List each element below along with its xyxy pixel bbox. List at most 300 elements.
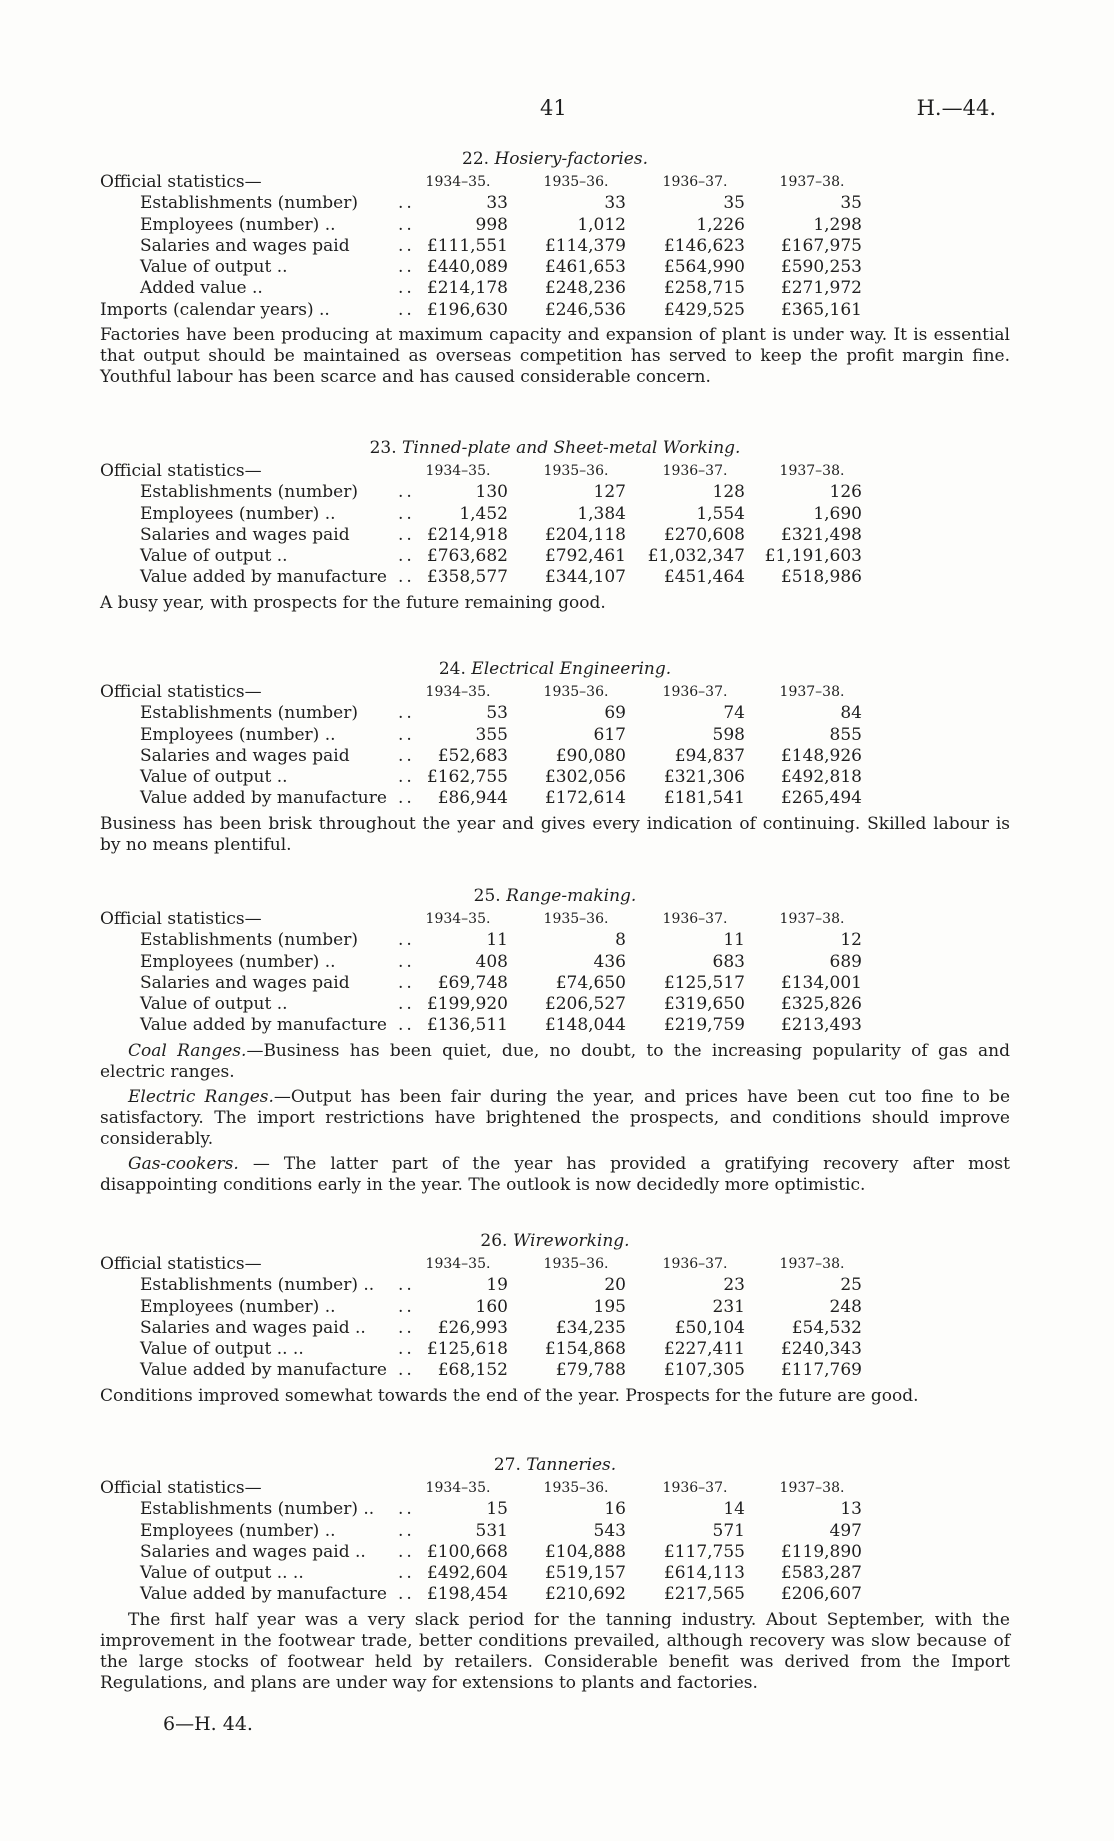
leader-dots: .. (398, 278, 415, 299)
table-header-row (100, 1254, 1010, 1275)
table-cell: 571 (712, 1520, 745, 1541)
table-row (100, 1360, 1010, 1381)
table-cell: 531 (475, 1520, 508, 1541)
table-header-row (100, 461, 1010, 482)
row-label: Value added by manufacture (140, 1360, 387, 1381)
year-column-header: 1934–35. (425, 463, 491, 479)
table-row (100, 1499, 1010, 1520)
commentary-paragraph (100, 1087, 1010, 1150)
row-label: Employees (number) .. (140, 1296, 336, 1317)
leader-dots: .. (398, 1296, 415, 1317)
table-cell: £321,306 (663, 767, 745, 788)
table-cell: 25 (840, 1275, 862, 1296)
table-cell: 84 (840, 703, 862, 724)
table-cell: £792,461 (544, 546, 626, 567)
year-column-header: 1934–35. (425, 911, 491, 927)
table-row (100, 482, 1010, 503)
leader-dots: .. (398, 214, 415, 235)
section-24 (100, 658, 1010, 856)
table-cell: £148,044 (544, 1015, 626, 1036)
section-title (100, 1230, 1010, 1252)
table-cell: 8 (615, 930, 626, 951)
leader-dots: .. (398, 503, 415, 524)
table-cell: £258,715 (663, 278, 745, 299)
table-cell: £86,944 (437, 788, 508, 809)
table-header-row (100, 1478, 1010, 1499)
year-column-header: 1937–38. (779, 1480, 845, 1496)
table-cell: £181,541 (663, 788, 745, 809)
year-column-header: 1934–35. (425, 174, 491, 190)
leader-dots: .. (398, 1275, 415, 1296)
table-cell: £217,565 (663, 1584, 745, 1605)
table-cell: £302,056 (544, 767, 626, 788)
year-column-header: 1936–37. (662, 1256, 728, 1272)
table-cell: 497 (829, 1520, 862, 1541)
table-row (100, 567, 1010, 588)
table-cell: £50,104 (674, 1317, 745, 1338)
table-cell: £461,653 (544, 257, 626, 278)
table-cell: 15 (486, 1499, 508, 1520)
table-cell: £246,536 (544, 299, 626, 320)
table-cell: 23 (723, 1275, 745, 1296)
section-number: 26. (480, 1231, 508, 1251)
table-row (100, 788, 1010, 809)
table-row (100, 973, 1010, 994)
table-cell: £219,759 (663, 1015, 745, 1036)
section-25 (100, 885, 1010, 1196)
table-row (100, 300, 1010, 321)
table-cell: £199,920 (426, 994, 508, 1015)
table-cell: £227,411 (663, 1339, 745, 1360)
table-cell: 14 (723, 1499, 745, 1520)
table-cell: 408 (475, 951, 508, 972)
paragraph-text: A busy year, with prospects for the future remaining good. (100, 592, 606, 613)
paragraph-text: — The latter part of the year has provided a gratifying recovery after most disappointing conditions early in the year. The outlook is now decidedly more optimistic. (100, 1153, 1010, 1195)
table-cell: 855 (829, 724, 862, 745)
leader-dots: .. (398, 951, 415, 972)
paragraph-text: Factories have been producing at maximum capacity and expansion of plant is under way. It is essential that output should be maintained as overseas competition has served to keep the profit margin fine. Youthful labour has been scarce and has caused considerable concern. (100, 325, 1010, 388)
table-cell: 598 (712, 724, 745, 745)
table-cell: 160 (475, 1296, 508, 1317)
leader-dots: .. (398, 546, 415, 567)
table-cell: £26,993 (437, 1317, 508, 1338)
leader-dots: .. (398, 1015, 415, 1036)
table-cell: 20 (604, 1275, 626, 1296)
section-title-text: Tinned-plate and Sheet-metal Working. (402, 438, 741, 458)
table-row (100, 703, 1010, 724)
table-row (100, 1275, 1010, 1296)
section-title (100, 658, 1010, 680)
leader-dots: .. (398, 745, 415, 766)
section-number: 25. (473, 886, 501, 906)
table-cell: £167,975 (780, 235, 862, 256)
table-cell: £365,161 (780, 299, 862, 320)
row-label: Value of output .. (140, 767, 288, 788)
table-cell: £79,788 (555, 1360, 626, 1381)
row-label: Added value .. (140, 278, 263, 299)
year-column-header: 1937–38. (779, 174, 845, 190)
section-title-text: Wireworking. (512, 1231, 630, 1251)
commentary-paragraph (100, 1610, 1010, 1694)
table-cell: £117,769 (780, 1360, 862, 1381)
table-cell: £90,080 (555, 745, 626, 766)
table-intro-label: Official statistics— (100, 1254, 262, 1274)
table-cell: 355 (475, 724, 508, 745)
table-cell: £107,305 (663, 1360, 745, 1381)
year-column-header: 1935–36. (543, 684, 609, 700)
paragraph-text: The first half year was a very slack period for the tanning industry. About September, with the improvement in the footwear trade, better conditions prevailed, although recovery was slow because of the large stocks of footwear held by retailers. Considerable benefit was derived from the Import Regulations, and plans are under way for extensions to plants and factories. (100, 1609, 1010, 1693)
section-title (100, 148, 1010, 170)
table-cell: £214,178 (426, 278, 508, 299)
commentary-paragraph (100, 325, 1010, 388)
table-cell: 1,298 (813, 214, 862, 235)
row-label: Employees (number) .. (140, 503, 336, 524)
year-column-header: 1937–38. (779, 911, 845, 927)
table-row (100, 1297, 1010, 1318)
table-cell: £248,236 (544, 278, 626, 299)
table-cell: 11 (486, 930, 508, 951)
commentary-paragraph (100, 1041, 1010, 1083)
year-column-header: 1934–35. (425, 1256, 491, 1272)
page-number: 41 (540, 96, 567, 120)
commentary-paragraph (100, 593, 1010, 614)
table-row (100, 952, 1010, 973)
table-cell: £519,157 (544, 1563, 626, 1584)
table-header-row (100, 172, 1010, 193)
table-cell: 53 (486, 703, 508, 724)
table-row (100, 1521, 1010, 1542)
row-label: Value added by manufacture (140, 1584, 387, 1605)
row-label: Salaries and wages paid (140, 972, 350, 993)
paragraph-text: —Output has been fair during the year, and prices have been cut too fine to be satisfactory. The import restrictions have brightened the prospects, and conditions should improve considerably. (100, 1086, 1010, 1149)
table-cell: £162,755 (426, 767, 508, 788)
paragraph-lead: Gas-cookers. (128, 1153, 239, 1174)
table-row (100, 725, 1010, 746)
section-title-text: Hosiery-factories. (494, 149, 648, 169)
year-column-header: 1936–37. (662, 463, 728, 479)
section-title (100, 885, 1010, 907)
section-23 (100, 437, 1010, 614)
leader-dots: .. (398, 972, 415, 993)
row-label: Value of output .. .. (140, 1339, 304, 1360)
table-cell: £206,607 (780, 1584, 862, 1605)
table-cell: £492,818 (780, 767, 862, 788)
leader-dots: .. (398, 1360, 415, 1381)
row-label: Value added by manufacture (140, 788, 387, 809)
table-cell: £34,235 (555, 1317, 626, 1338)
leader-dots: .. (398, 994, 415, 1015)
year-column-header: 1936–37. (662, 911, 728, 927)
table-row (100, 746, 1010, 767)
table-cell: £210,692 (544, 1584, 626, 1605)
table-row (100, 278, 1010, 299)
table-row (100, 525, 1010, 546)
section-title-text: Electrical Engineering. (471, 659, 672, 679)
year-column-header: 1935–36. (543, 463, 609, 479)
year-column-header: 1936–37. (662, 684, 728, 700)
table-row (100, 1584, 1010, 1605)
leader-dots: .. (398, 724, 415, 745)
section-title (100, 1454, 1010, 1476)
table-intro-label: Official statistics— (100, 1478, 262, 1498)
table-cell: £74,650 (555, 972, 626, 993)
section-number: 24. (438, 659, 466, 679)
leader-dots: .. (398, 1520, 415, 1541)
table-row (100, 767, 1010, 788)
table-cell: 11 (723, 930, 745, 951)
section-number: 27. (493, 1455, 521, 1475)
year-column-header: 1937–38. (779, 463, 845, 479)
table-cell: 683 (712, 951, 745, 972)
leader-dots: .. (398, 1541, 415, 1562)
row-label: Establishments (number) (140, 703, 358, 724)
row-label: Establishments (number) .. (140, 1275, 375, 1296)
table-cell: £614,113 (663, 1563, 745, 1584)
table-row (100, 546, 1010, 567)
table-cell: £100,668 (426, 1541, 508, 1562)
table-cell: £172,614 (544, 788, 626, 809)
year-column-header: 1937–38. (779, 1256, 845, 1272)
table-cell: £54,532 (791, 1317, 862, 1338)
table-cell: 33 (604, 193, 626, 214)
year-column-header: 1936–37. (662, 174, 728, 190)
table-cell: 74 (723, 703, 745, 724)
table-cell: £270,608 (663, 524, 745, 545)
table-intro-label: Official statistics— (100, 172, 262, 192)
row-label: Imports (calendar years) .. (100, 299, 330, 320)
table-cell: £136,511 (426, 1015, 508, 1036)
table-cell: £146,623 (663, 235, 745, 256)
row-label: Salaries and wages paid (140, 745, 350, 766)
table-cell: £198,454 (426, 1584, 508, 1605)
table-cell: 69 (604, 703, 626, 724)
leader-dots: .. (398, 930, 415, 951)
leader-dots: .. (398, 1499, 415, 1520)
table-cell: 1,012 (577, 214, 626, 235)
table-cell: £206,527 (544, 994, 626, 1015)
table-cell: £213,493 (780, 1015, 862, 1036)
section-26 (100, 1230, 1010, 1407)
commentary-paragraph (100, 1154, 1010, 1196)
row-label: Establishments (number) (140, 482, 358, 503)
table-cell: £196,630 (426, 299, 508, 320)
table-cell: £134,001 (780, 972, 862, 993)
year-column-header: 1935–36. (543, 1256, 609, 1272)
leader-dots: .. (398, 524, 415, 545)
row-label: Employees (number) .. (140, 724, 336, 745)
table-cell: £590,253 (780, 257, 862, 278)
table-cell: £440,089 (426, 257, 508, 278)
row-label: Value of output .. (140, 257, 288, 278)
table-cell: £114,379 (544, 235, 626, 256)
table-intro-label: Official statistics— (100, 909, 262, 929)
table-cell: £451,464 (663, 567, 745, 588)
table-cell: £94,837 (674, 745, 745, 766)
paragraph-text: Conditions improved somewhat towards the end of the year. Prospects for the future are good. (100, 1385, 919, 1406)
table-cell: 689 (829, 951, 862, 972)
table-row (100, 930, 1010, 951)
table-cell: 1,226 (696, 214, 745, 235)
leader-dots: .. (398, 1563, 415, 1584)
table-cell: 1,554 (696, 503, 745, 524)
leader-dots: .. (398, 235, 415, 256)
table-cell: £154,868 (544, 1339, 626, 1360)
table-row (100, 257, 1010, 278)
year-column-header: 1934–35. (425, 684, 491, 700)
table-cell: £564,990 (663, 257, 745, 278)
table-cell: £1,191,603 (764, 546, 862, 567)
table-cell: £358,577 (426, 567, 508, 588)
table-cell: £271,972 (780, 278, 862, 299)
table-cell: £69,748 (437, 972, 508, 993)
table-cell: £492,604 (426, 1563, 508, 1584)
table-intro-label: Official statistics— (100, 461, 262, 481)
table-cell: 543 (593, 1520, 626, 1541)
table-cell: 126 (829, 482, 862, 503)
table-row (100, 236, 1010, 257)
table-cell: £68,152 (437, 1360, 508, 1381)
table-cell: 33 (486, 193, 508, 214)
row-label: Employees (number) .. (140, 1520, 336, 1541)
table-cell: £148,926 (780, 745, 862, 766)
paragraph-text: —Business has been quiet, due, no doubt, to the increasing popularity of gas and electric ranges. (100, 1040, 1010, 1082)
row-label: Salaries and wages paid (140, 524, 350, 545)
section-number: 22. (462, 149, 490, 169)
table-row (100, 504, 1010, 525)
table-row (100, 1339, 1010, 1360)
table-cell: 248 (829, 1296, 862, 1317)
table-cell: £119,890 (780, 1541, 862, 1562)
table-cell: 13 (840, 1499, 862, 1520)
row-label: Value of output .. (140, 546, 288, 567)
table-cell: 1,384 (577, 503, 626, 524)
table-cell: 130 (475, 482, 508, 503)
year-column-header: 1937–38. (779, 684, 845, 700)
year-column-header: 1935–36. (543, 911, 609, 927)
leader-dots: .. (398, 1339, 415, 1360)
table-cell: 436 (593, 951, 626, 972)
row-label: Value of output .. .. (140, 1563, 304, 1584)
table-cell: £321,498 (780, 524, 862, 545)
leader-dots: .. (398, 257, 415, 278)
table-cell: 617 (593, 724, 626, 745)
commentary-paragraph (100, 814, 1010, 856)
leader-dots: .. (398, 193, 415, 214)
table-header-row (100, 909, 1010, 930)
table-intro-label: Official statistics— (100, 682, 262, 702)
table-row (100, 193, 1010, 214)
leader-dots: .. (398, 703, 415, 724)
year-column-header: 1935–36. (543, 174, 609, 190)
year-column-header: 1935–36. (543, 1480, 609, 1496)
table-row (100, 1318, 1010, 1339)
table-cell: £111,551 (426, 235, 508, 256)
table-header-row (100, 682, 1010, 703)
table-cell: £240,343 (780, 1339, 862, 1360)
paragraph-lead: Electric Ranges. (128, 1086, 274, 1107)
paragraph-text: Business has been brisk throughout the year and gives every indication of continuing. Skilled labour is by no means plentiful. (100, 813, 1010, 855)
page-header (0, 96, 1114, 126)
table-cell: £52,683 (437, 745, 508, 766)
table-cell: £104,888 (544, 1541, 626, 1562)
table-cell: £1,032,347 (647, 546, 745, 567)
footer-signature: 6—H. 44. (163, 1713, 253, 1735)
table-cell: £763,682 (426, 546, 508, 567)
section-22 (100, 148, 1010, 388)
row-label: Employees (number) .. (140, 214, 336, 235)
table-cell: 16 (604, 1499, 626, 1520)
leader-dots: .. (398, 299, 415, 320)
section-title (100, 437, 1010, 459)
commentary-paragraph (100, 1386, 1010, 1407)
table-cell: £319,650 (663, 994, 745, 1015)
leader-dots: .. (398, 567, 415, 588)
section-27 (100, 1454, 1010, 1694)
row-label: Value added by manufacture (140, 1015, 387, 1036)
table-cell: 35 (723, 193, 745, 214)
table-cell: £204,118 (544, 524, 626, 545)
row-label: Salaries and wages paid (140, 235, 350, 256)
table-cell: 35 (840, 193, 862, 214)
leader-dots: .. (398, 767, 415, 788)
table-cell: 998 (475, 214, 508, 235)
table-cell: £117,755 (663, 1541, 745, 1562)
row-label: Establishments (number) (140, 930, 358, 951)
leader-dots: .. (398, 1317, 415, 1338)
table-cell: £125,517 (663, 972, 745, 993)
table-cell: £344,107 (544, 567, 626, 588)
table-cell: 1,452 (459, 503, 508, 524)
table-cell: 128 (712, 482, 745, 503)
row-label: Salaries and wages paid .. (140, 1317, 366, 1338)
year-column-header: 1934–35. (425, 1480, 491, 1496)
row-label: Employees (number) .. (140, 951, 336, 972)
table-cell: 127 (593, 482, 626, 503)
leader-dots: .. (398, 482, 415, 503)
row-label: Salaries and wages paid .. (140, 1541, 366, 1562)
leader-dots: .. (398, 788, 415, 809)
leader-dots: .. (398, 1584, 415, 1605)
table-row (100, 1563, 1010, 1584)
row-label: Value added by manufacture (140, 567, 387, 588)
section-title-text: Tanneries. (526, 1455, 617, 1475)
table-cell: 19 (486, 1275, 508, 1296)
table-cell: £214,918 (426, 524, 508, 545)
table-cell: 12 (840, 930, 862, 951)
paragraph-lead: Coal Ranges. (128, 1040, 247, 1061)
table-row (100, 994, 1010, 1015)
row-label: Establishments (number) (140, 193, 358, 214)
table-cell: 1,690 (813, 503, 862, 524)
table-cell: £518,986 (780, 567, 862, 588)
table-cell: 231 (712, 1296, 745, 1317)
table-cell: £429,525 (663, 299, 745, 320)
table-cell: £265,494 (780, 788, 862, 809)
table-row (100, 1015, 1010, 1036)
table-cell: 195 (593, 1296, 626, 1317)
section-title-text: Range-making. (506, 886, 637, 906)
table-cell: £325,826 (780, 994, 862, 1015)
report-reference: H.—44. (916, 96, 996, 120)
row-label: Value of output .. (140, 994, 288, 1015)
table-cell: £583,287 (780, 1563, 862, 1584)
table-cell: £125,618 (426, 1339, 508, 1360)
section-number: 23. (369, 438, 397, 458)
row-label: Establishments (number) .. (140, 1499, 375, 1520)
table-row (100, 1542, 1010, 1563)
year-column-header: 1936–37. (662, 1480, 728, 1496)
table-row (100, 215, 1010, 236)
